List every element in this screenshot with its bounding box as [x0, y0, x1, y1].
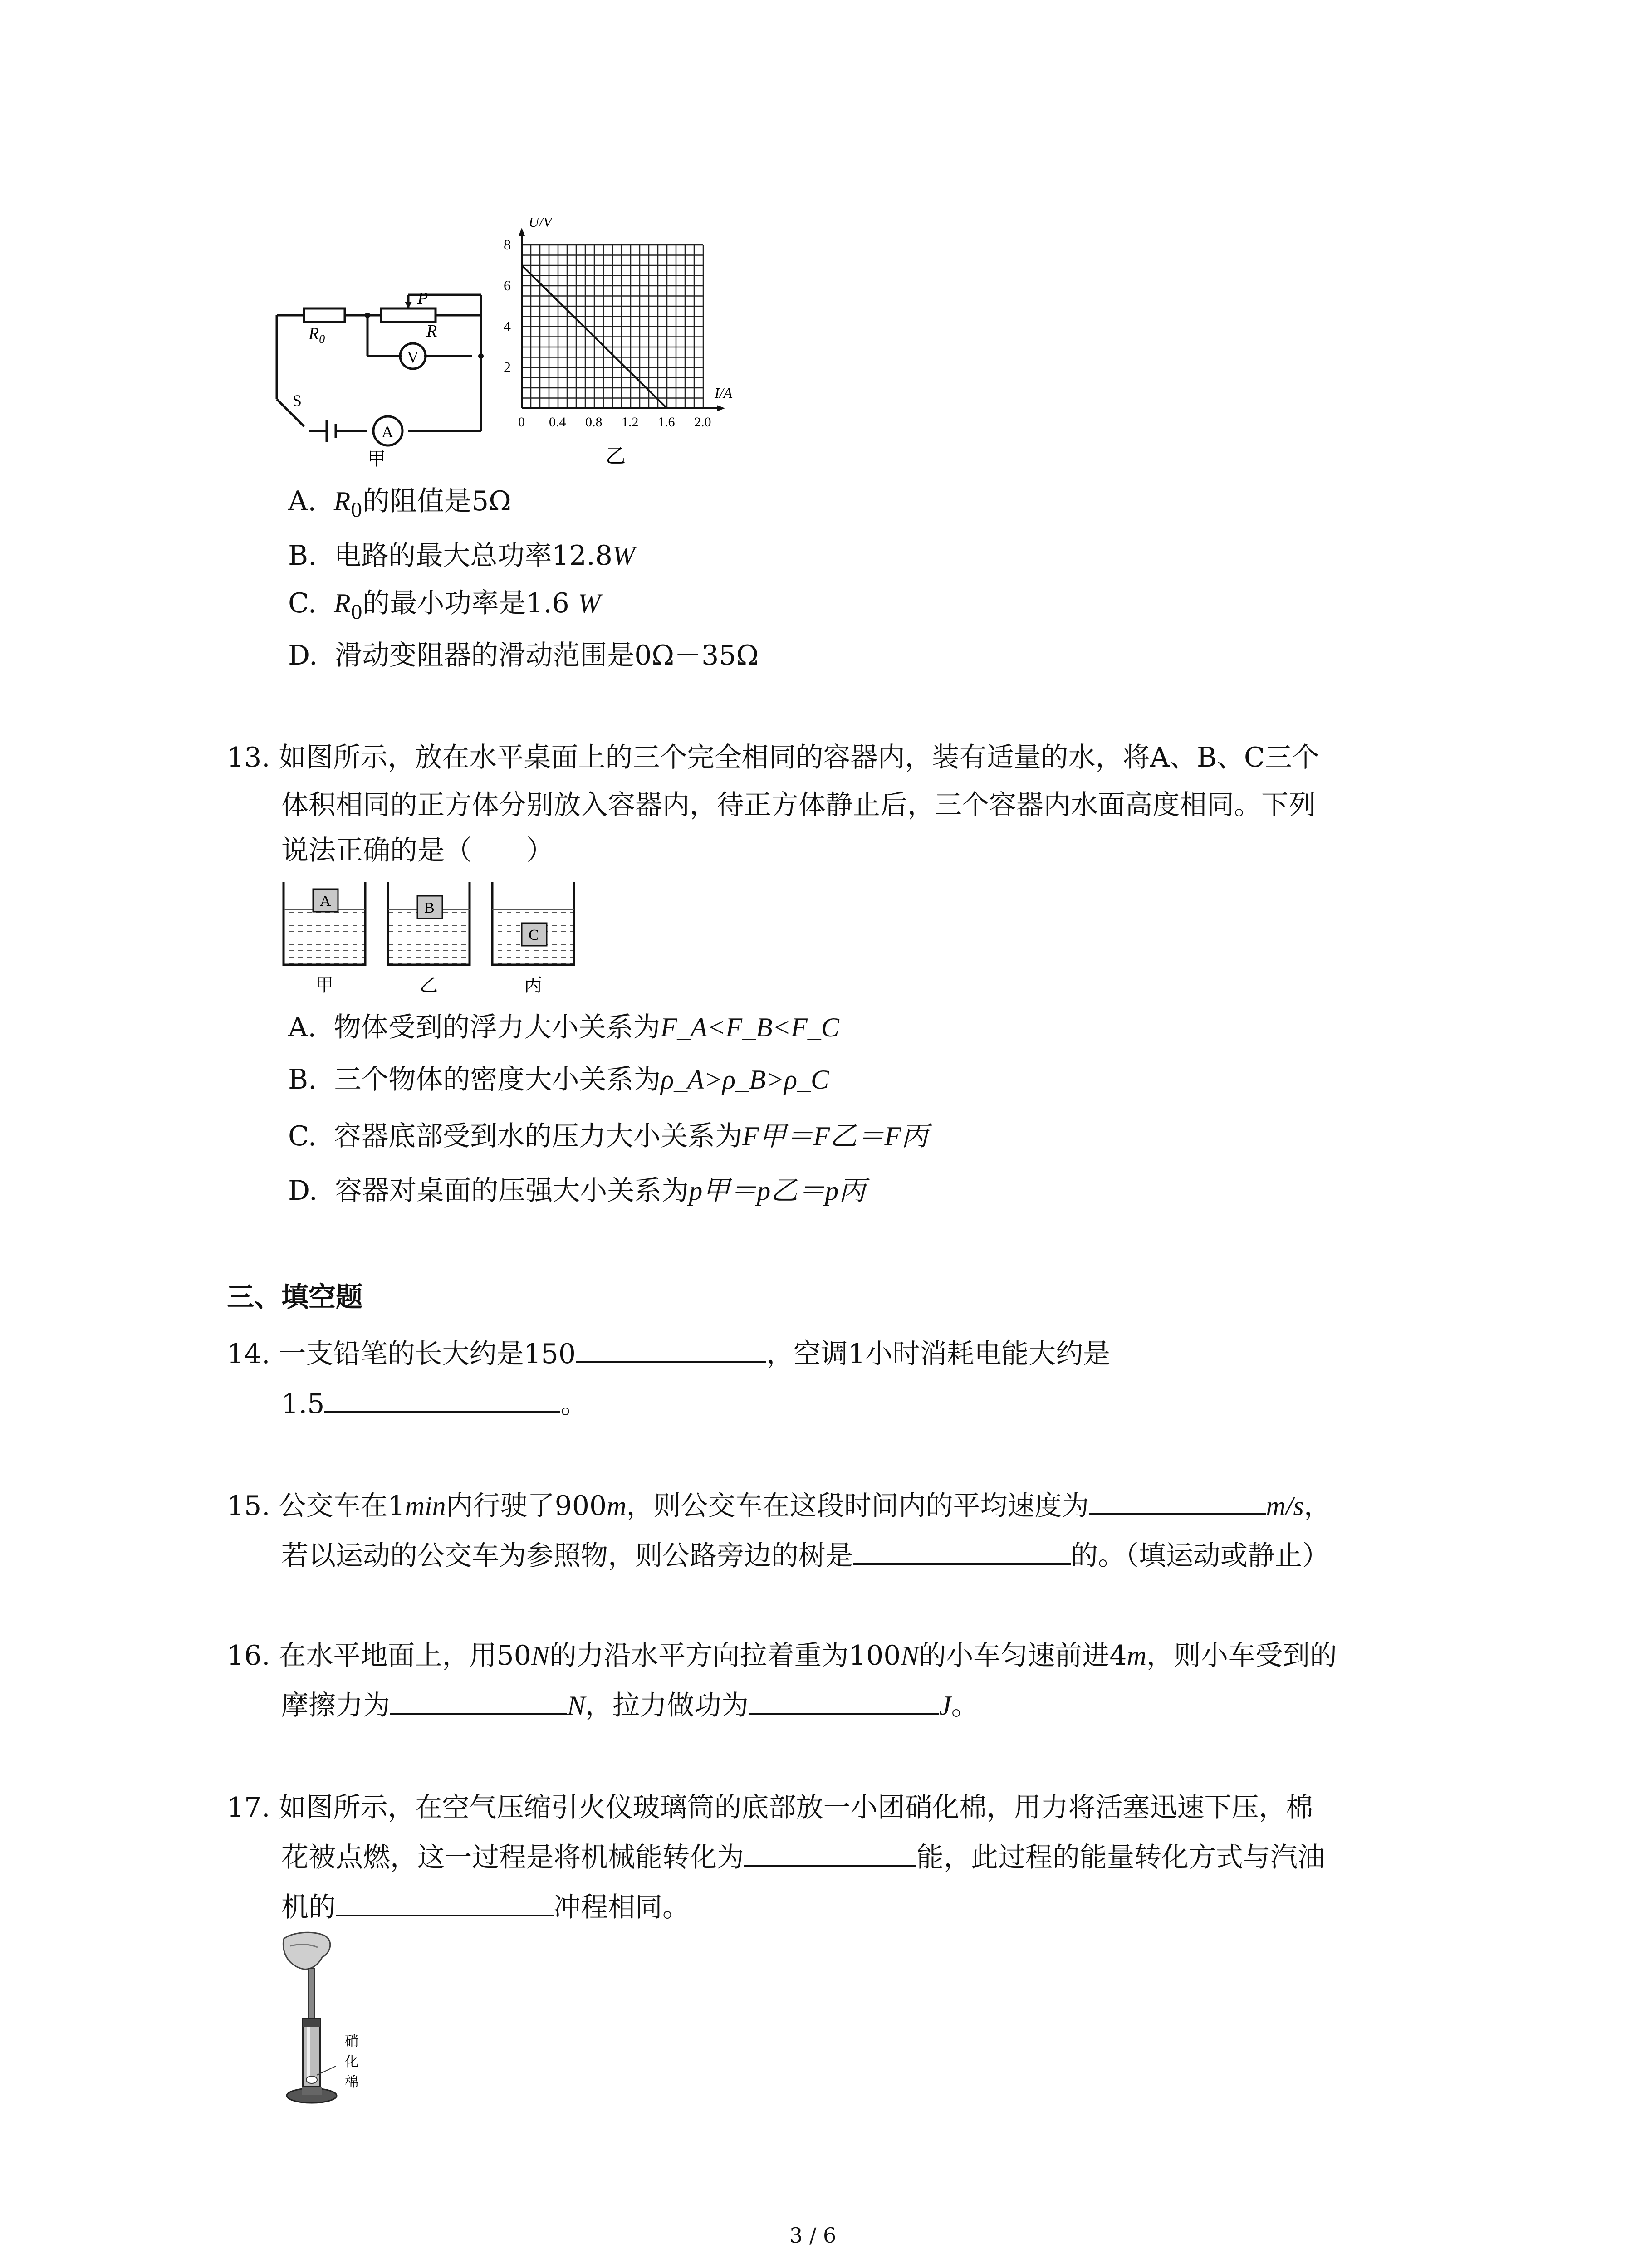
q13-option-b	[288, 1066, 829, 1093]
q17-line-1: 17. 如图所示，在空气压缩引火仪玻璃筒的底部放一小团硝化棉，用力将活塞迅速下压，棉	[227, 1792, 1313, 1823]
option-text: 滑动变阻器的滑动范围是0Ω－35Ω	[335, 640, 759, 671]
q14-line-1: 14. 一支铅笔的长大约是150 ，空调1小时消耗电能大约是	[227, 1338, 1111, 1370]
label-char: 硝	[345, 2034, 358, 2049]
answer-blank[interactable]	[576, 1361, 766, 1363]
option-letter: D.	[288, 1175, 318, 1207]
option-letter: A.	[288, 485, 317, 517]
junction-dot	[365, 313, 370, 318]
container-jia	[284, 882, 365, 995]
option-text: 电路的最大总功率12.8	[334, 540, 612, 572]
q13-line-2: 体积相同的正方体分别放入容器内，待正方体静止后，三个容器内水面高度相同。下列	[281, 789, 1316, 821]
option-expression: F甲＝F乙＝F丙	[742, 1121, 928, 1151]
y-tick: 4	[504, 318, 511, 334]
option-letter: C.	[288, 1120, 317, 1152]
option-letter: C.	[288, 587, 317, 619]
q17-figure	[277, 1930, 377, 2112]
svg-text:B: B	[424, 899, 435, 916]
q12-option-b	[288, 540, 635, 572]
option-text: 物体受到的浮力大小关系为	[333, 1012, 661, 1043]
option-text: 的阻值是5Ω	[362, 485, 511, 517]
answer-blank[interactable]	[853, 1563, 1071, 1565]
section-heading: 三、填空题	[227, 1281, 363, 1313]
q12-figure	[268, 218, 767, 472]
caption-bing: 丙	[524, 975, 542, 995]
y-tick: 6	[504, 277, 511, 293]
x-tick: 0.4	[549, 415, 566, 430]
q12-option-d	[288, 642, 759, 669]
uv-graph	[504, 218, 733, 467]
label-char: 棉	[345, 2075, 358, 2090]
option-expression: F_A<F_B<F_C	[660, 1012, 839, 1042]
container-bing	[492, 882, 574, 995]
symbol: R	[333, 486, 351, 516]
option-letter: A.	[288, 1012, 317, 1043]
q15-line-1: 15. 公交车在1min内行驶了900m，则公交车在这段时间内的平均速度为 m/s，	[227, 1490, 1331, 1522]
switch-label: S	[293, 391, 302, 410]
x-tick: 1.6	[658, 415, 675, 430]
q16-line-2: 摩擦力为 N，拉力做功为 J。	[281, 1690, 979, 1721]
q13-figure	[279, 878, 588, 1005]
q16-line-1: 16. 在水平地面上，用50N的力沿水平方向拉着重为100N的小车匀速前进4m，则小车受到的	[227, 1640, 1337, 1672]
caption-yi: 乙	[420, 975, 438, 995]
p-label: P	[417, 289, 428, 308]
circuit-diagram	[277, 295, 481, 445]
option-letter: B.	[288, 540, 317, 572]
svg-text:C: C	[529, 927, 539, 943]
option-expression: ρ_A>ρ_B>ρ_C	[661, 1065, 829, 1095]
symbol: R	[334, 588, 351, 618]
q13-option-d	[288, 1175, 866, 1207]
r0-label: $R_0$	[309, 324, 325, 346]
x-tick: 1.2	[622, 415, 639, 430]
r-label: R	[426, 322, 437, 341]
answer-blank[interactable]	[324, 1411, 560, 1413]
q17-line-2: 花被点燃，这一过程是将机械能转化为 能，此过程的能量转化方式与汽油	[281, 1842, 1325, 1873]
ammeter-label: A	[382, 423, 393, 441]
hand-icon	[283, 1932, 330, 1969]
voltmeter-label: V	[407, 348, 419, 366]
answer-blank[interactable]	[390, 1712, 567, 1715]
option-text: 三个物体的密度大小关系为	[334, 1064, 661, 1095]
q13-option-c	[288, 1120, 928, 1152]
q13-line-1: 13. 如图所示，放在水平桌面上的三个完全相同的容器内，装有适量的水，将A、B、C三个	[227, 742, 1319, 773]
x-tick: 2.0	[694, 415, 711, 430]
x-tick: 0.8	[585, 415, 603, 430]
q17-line-3: 机的 冲程相同。	[281, 1892, 690, 1923]
label-char: 化	[345, 2054, 358, 2069]
container-yi	[388, 882, 470, 995]
option-expression: p甲＝p乙＝p丙	[689, 1176, 866, 1206]
option-text: 容器底部受到水的压力大小关系为	[334, 1120, 742, 1152]
q12-option-c	[288, 587, 601, 624]
option-text: 容器对桌面的压强大小关系为	[335, 1175, 689, 1207]
y-tick: 2	[504, 359, 511, 375]
cotton	[306, 2076, 317, 2083]
svg-text:A: A	[320, 893, 331, 909]
q13-option-a	[288, 1014, 839, 1041]
option-text: 的最小功率是1.6	[362, 587, 578, 619]
answer-blank[interactable]	[744, 1864, 916, 1867]
answer-blank[interactable]	[1089, 1513, 1266, 1515]
q12-option-a	[288, 485, 511, 522]
q15-line-2: 若以运动的公交车为参照物，则公路旁边的树是 的。（填运动或静止）	[281, 1540, 1329, 1572]
unit: W	[578, 588, 601, 618]
answer-blank[interactable]	[336, 1914, 554, 1916]
graph-caption: 乙	[606, 445, 626, 467]
q14-line-2: 1.5 。	[281, 1388, 588, 1420]
option-letter: B.	[288, 1064, 317, 1095]
answer-blank[interactable]	[749, 1712, 939, 1715]
option-letter: D.	[288, 640, 318, 671]
page-number: 3 / 6	[789, 2223, 837, 2248]
subscript: 0	[350, 601, 363, 624]
x-axis-label: I/A	[715, 385, 733, 401]
circuit-caption: 甲	[367, 449, 386, 469]
caption-jia: 甲	[315, 975, 333, 995]
q13-line-3: 说法正确的是（ ）	[281, 835, 554, 866]
y-axis-label: U/V	[529, 218, 552, 230]
x-tick: 0	[518, 415, 525, 430]
y-tick: 8	[504, 236, 511, 253]
unit: W	[612, 541, 635, 571]
subscript: 0	[350, 499, 362, 522]
